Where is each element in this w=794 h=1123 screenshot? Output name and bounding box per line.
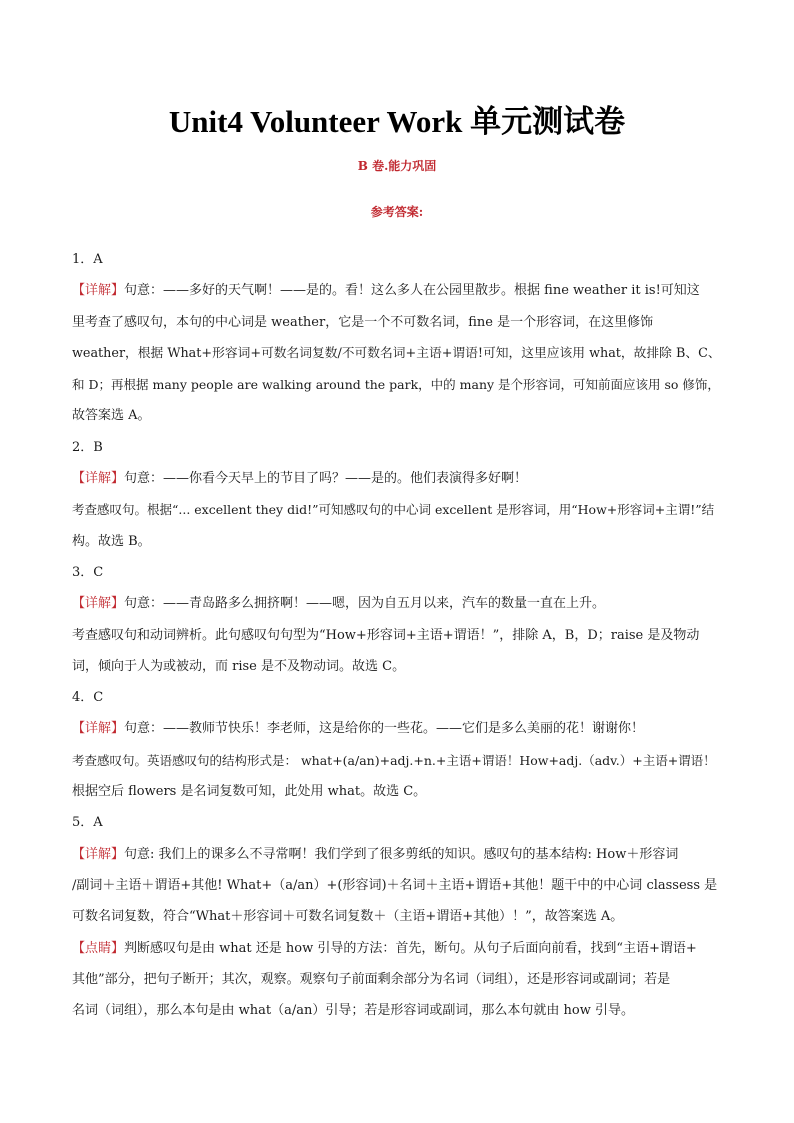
explanation-text: 句意：——多好的天气啊！——是的。看！这么多人在公园里散步。根据 fine weather it is!可知这 xyxy=(124,283,700,299)
explanation-tag: 【详解】 xyxy=(72,596,125,612)
text-line: /副词＋主语＋谓语+其他! What+（a/an）+(形容词)＋名词＋主语+谓语+其他！题干中的中心词 classess 是 xyxy=(72,877,718,893)
explanation-line xyxy=(72,463,724,494)
explanation-line xyxy=(72,588,724,619)
explanation-text: 句意：——教师节快乐！李老师，这是给你的一些花。——它们是多么美丽的花！谢谢你！ xyxy=(124,721,645,737)
text-line: 考查感叹句。根据“... excellent they did!”可知感叹句的中心词 excellent 是形容词，用“How+形容词+主谓!”结 xyxy=(72,502,715,518)
explanation-text: 判断感叹句是由 what 还是 how 引导的方法：首先，断句。从句子后面向前看，找到“主语+谓语+ xyxy=(124,940,697,956)
question-number: 2．B xyxy=(72,439,103,455)
explanation-tag: 【点睛】 xyxy=(72,940,125,956)
question-number: 3．C xyxy=(72,564,104,580)
explanation-line xyxy=(72,839,724,870)
question-number: 4．C xyxy=(72,690,104,706)
explanation-line xyxy=(72,275,724,306)
question-number: 5．A xyxy=(72,815,103,831)
text-line: weather，根据 What+形容词+可数名词复数/不可数名词+主语+谓语!可知，这里应该用 what，故排除 B、C、 xyxy=(72,345,721,361)
text-line: 考查感叹句和动词辨析。此句感叹句句型为“How+形容词+主语+谓语！”，排除 A，B，D；raise 是及物动 xyxy=(72,627,700,643)
text-line: 构。故选 B。 xyxy=(72,533,151,549)
explanation-text: 句意：——你看今天早上的节目了吗？——是的。他们表演得多好啊！ xyxy=(124,471,528,487)
page-subtitle: B 卷.能力巩固 xyxy=(357,159,437,173)
text-line: 考查感叹句。英语感叹句的结构形式是： what+(a/an)+adj.+n.+主语+谓语！How+adj.（adv.）+主语+谓语！ xyxy=(72,752,716,768)
page-title: Unit4 Volunteer Work 单元测试卷 xyxy=(168,104,626,139)
explanation-line xyxy=(72,713,724,744)
explanation-tag: 【详解】 xyxy=(72,721,125,737)
text-line: 词，倾向于人为或被动，而 rise 是不及物动词。故选 C。 xyxy=(72,658,406,674)
text-line: 名词（词组），那么本句是由 what（a/an）引导；若是形容词或副词，那么本句就由 how 引导。 xyxy=(72,1003,634,1019)
question-number: 1．A xyxy=(72,252,103,267)
text-line: 故答案选 A。 xyxy=(72,408,151,424)
explanation-tag: 【详解】 xyxy=(72,283,125,299)
explanation-tag: 【详解】 xyxy=(72,846,125,862)
explanation-text: 句意：——青岛路多么拥挤啊！——嗯，因为自五月以来，汽车的数量一直在上升。 xyxy=(124,596,606,612)
answers-heading: 参考答案: xyxy=(370,205,424,219)
text-line: 里考查了感叹句，本句的中心词是 weather，它是一个不可数名词，fine 是一个形容词，在这里修饰 xyxy=(72,314,654,330)
text-line: 根据空后 flowers 是名词复数可知，此处用 what。故选 C。 xyxy=(72,784,427,800)
text-line: 和 D；再根据 many people are walking around the park，中的 many 是个形容词，可知前面应该用 so 修饰， xyxy=(72,377,720,393)
text-line: 其他”部分，把句子断开；其次，观察。观察句子前面剩余部分为名词（词组），还是形容词或副词；若是 xyxy=(72,971,671,987)
text-line: 可数名词复数，符合“What＋形容词＋可数名词复数＋（主语+谓语+其他）！”，故答案选 A。 xyxy=(72,909,624,925)
answer-content xyxy=(72,244,724,1026)
explanation-tag: 【详解】 xyxy=(72,471,125,487)
explanation-text: 句意: 我们上的课多么不寻常啊！我们学到了很多剪纸的知识。感叹句的基本结构: How＋形容词 xyxy=(124,846,679,862)
explanation-line xyxy=(72,933,724,964)
